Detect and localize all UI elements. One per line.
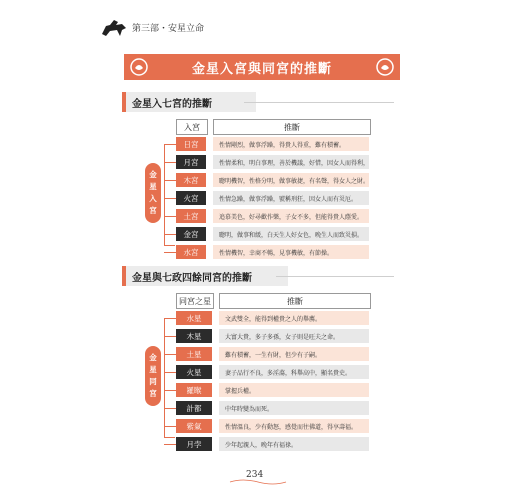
row-text: 大富大貴，多子多孫，女子則是旺夫之命。 [219,329,369,343]
emblem-icon [376,58,394,76]
page-number: 234 [246,470,264,480]
section-rule [276,276,394,277]
row-text: 性情柔和，明白事理，善於機議，好惜，因女人而得利， [213,155,369,169]
row-label: 水宮 [176,245,206,259]
bracket-tick [164,234,176,235]
bracket-tick [164,180,176,181]
vertical-label: 金 星 入 宮 [145,163,161,223]
row-text: 中年時變為而死。 [219,401,369,415]
row-label: 紫氣 [176,419,212,433]
row-text: 掌握兵權。 [219,383,369,397]
bracket-tick [164,198,176,199]
table-header-star: 同宮之星 [176,293,214,309]
table-header-entry: 入宮 [176,119,208,135]
row-text: 性情機智，幸商不暢，見事機敏，有節操。 [213,245,369,259]
bracket-tick [164,372,176,373]
bracket-line [164,144,175,246]
bracket-tick [164,390,176,391]
bracket-tick [164,216,176,217]
chapter-title: 第三部・安星立命 [132,23,205,34]
row-text: 性情剛烈，做事浮躁，得貴人得重，難有積蓄。 [213,137,369,151]
bracket-tick [164,162,176,163]
row-label: 火星 [176,365,212,379]
row-text: 聰明機智，性格分明，做事敏捷，有名聲，得女人之財。 [213,173,369,187]
bracket-tick [164,444,176,445]
row-label: 羅睺 [176,383,212,397]
row-label: 木宮 [176,173,206,187]
vertical-label: 金 星 同 宮 [145,346,161,406]
page-ornament-icon [228,478,288,486]
bracket-tick [164,252,176,253]
section-title: 金星入七宮的推斷 [122,92,256,112]
page-header [100,12,204,42]
row-text: 少年起親人，晚年有福祿。 [219,437,369,451]
row-label: 土星 [176,347,212,361]
bracket-tick [164,354,176,355]
bracket-tick [164,318,176,319]
table-header-inference: 推斷 [219,293,371,309]
row-label: 月孛 [176,437,212,451]
bracket-tick [164,426,176,427]
row-text: 難有積蓄，一生有財，但少有子嗣。 [219,347,369,361]
table-header-inference: 推斷 [213,119,371,135]
row-label: 金宮 [176,227,206,241]
row-label: 月宮 [176,155,206,169]
row-text: 性情溫良，少有動怒，感覺而往佛道，得享壽福。 [219,419,369,433]
row-text: 妻子品行不良，多淫蕩，科舉高中，顯名貴史。 [219,365,369,379]
horse-logo-icon [100,16,128,38]
row-label: 水星 [176,311,212,325]
row-label: 日宮 [176,137,206,151]
section-title: 金星與七政四餘同宮的推斷 [122,266,288,286]
row-text: 文武雙全，能得到權貴之人的舉薦。 [219,311,369,325]
banner-title: 金星入宮與同宮的推斷 [191,61,332,77]
title-banner [124,54,400,80]
row-label: 火宮 [176,191,206,205]
bracket-tick [164,144,176,145]
row-text: 追慕美色，好尋歡作樂，子女不多，但能得貴人蔭愛。 [213,209,369,223]
bracket-tick [164,408,176,409]
row-label: 計都 [176,401,212,415]
row-label: 土宮 [176,209,206,223]
bracket-tick [164,336,176,337]
row-text: 聰明，做事和緩，白天生人好女色，晚生人而致災損。 [213,227,369,241]
section-rule [244,102,394,103]
row-text: 性情急躁，做事浮躁，號稱刑狂，因女人而有災厄。 [213,191,369,205]
emblem-icon [130,58,148,76]
row-label: 木星 [176,329,212,343]
